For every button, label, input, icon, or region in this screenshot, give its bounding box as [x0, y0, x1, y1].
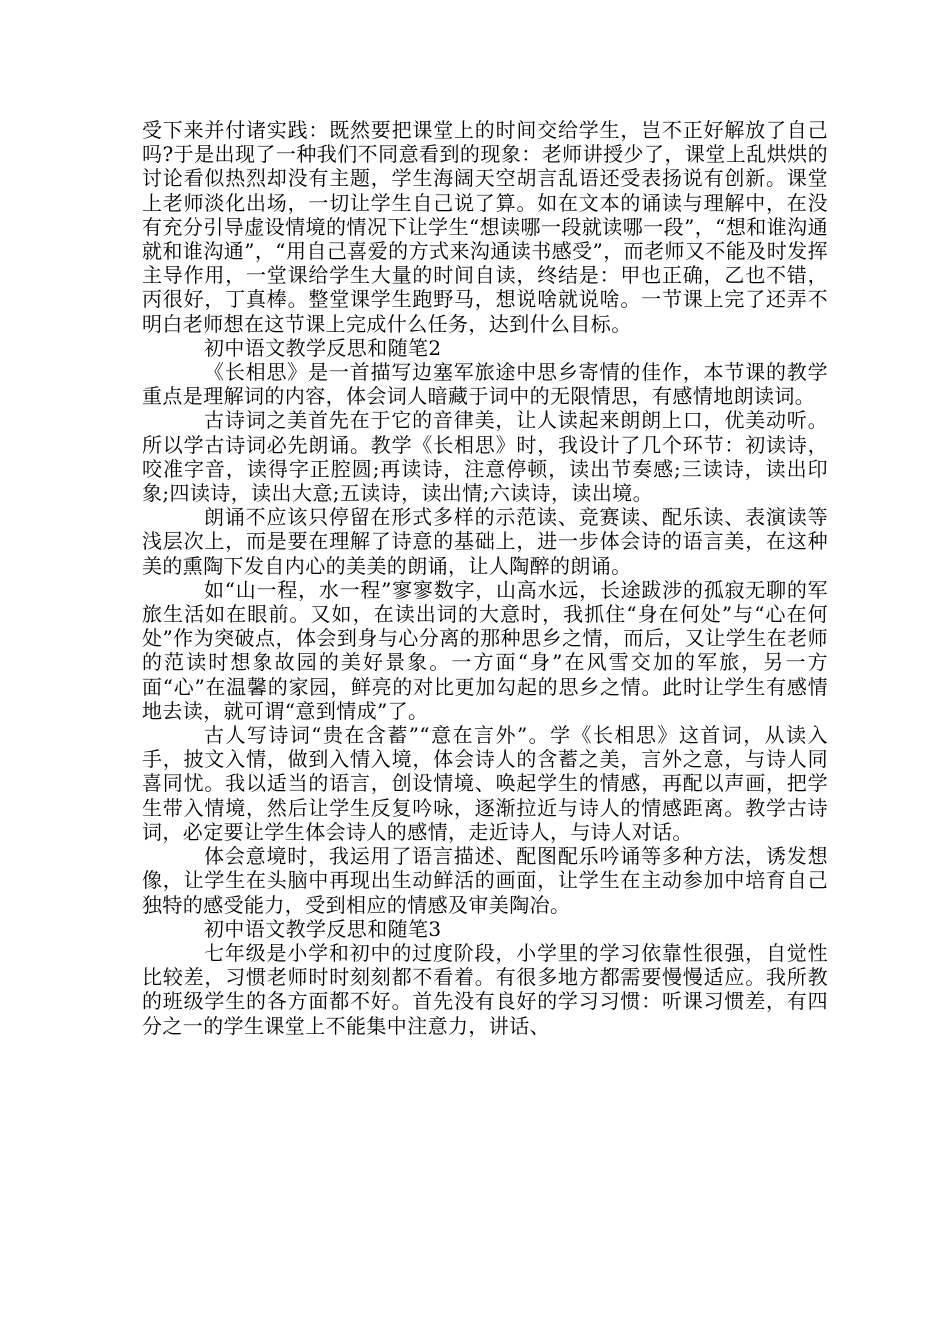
paragraph: 《长相思》是一首描写边塞军旅途中思乡寄情的佳作，本节课的教学重点是理解词的内容，体会词人暗藏于词中的无限情思，有感情地朗读词。	[142, 360, 828, 409]
document-page	[142, 118, 828, 1038]
section-heading: 初中语文教学反思和随笔3	[204, 916, 442, 941]
paragraph: 七年级是小学和初中的过度阶段，小学里的学习依靠性很强，自觉性比较差，习惯老师时时刻刻都不看着。有很多地方都需要慢慢适应。我所教的班级学生的各方面都不好。首先没有良好的学习习惯：听课习惯差，有四分之一的学生课堂上不能集中注意力，讲话、	[142, 940, 828, 1038]
paragraph: 体会意境时，我运用了语言描述、配图配乐吟诵等多种方法，诱发想像，让学生在头脑中再现出生动鲜活的画面，让学生在主动参加中培育自己独特的感受能力，受到相应的情感及审美陶冶。	[142, 844, 828, 917]
paragraph: 古人写诗词“贵在含蓄”“意在言外”。学《长相思》这首词，从读入手，披文入情，做到入情入境，体会诗人的含蓄之美，言外之意，与诗人同喜同忧。我以适当的语言，创设情境、唤起学生的情感，再配以声画，把学生带入情境，然后让学生反复吟咏，逐渐拉近与诗人的情感距离。教学古诗词，必定要让学生体会诗人的感情，走近诗人，与诗人对话。	[142, 723, 828, 844]
paragraph: 受下来并付诸实践：既然要把课堂上的时间交给学生，岂不正好解放了自己吗?于是出现了一种我们不同意看到的现象：老师讲授少了，课堂上乱烘烘的讨论看似热烈却没有主题，学生海阔天空胡言乱语还受表扬说有创新。课堂上老师淡化出场，一切让学生自己说了算。如在文本的诵读与理解中，在没有充分引导虚设情境的情况下让学生“想读哪一段就读哪一段”，“想和谁沟通就和谁沟通”，“用自己喜爱的方式来沟通读书感受”，而老师又不能及时发挥主导作用，一堂课给学生大量的时间自读，终结是：甲也正确，乙也不错，丙很好，丁真棒。整堂课学生跑野马，想说啥就说啥。一节课上完了还弄不明白老师想在这节课上完成什么任务，达到什么目标。	[142, 118, 828, 336]
section-heading: 初中语文教学反思和随笔2	[204, 335, 442, 360]
paragraph: 古诗词之美首先在于它的音律美，让人读起来朗朗上口，优美动听。所以学古诗词必先朗诵。教学《长相思》时，我设计了几个环节：初读诗，咬准字音，读得字正腔圆;再读诗，注意停顿，读出节奏感;三读诗，读出印象;四读诗，读出大意;五读诗，读出情;六读诗，读出境。	[142, 408, 828, 506]
paragraph: 如“山一程，水一程”寥寥数字，山高水远，长途跋涉的孤寂无聊的军旅生活如在眼前。又如，在读出词的大意时，我抓住“身在何处”与“心在何处”作为突破点，体会到身与心分离的那种思乡之情，而后，又让学生在老师的范读时想象故园的美好景象。一方面“身”在风雪交加的军旅，另一方面“心”在温馨的家园，鲜亮的对比更加勾起的思乡之情。此时让学生有感情地去读，就可谓“意到情成”了。	[142, 577, 828, 723]
paragraph: 朗诵不应该只停留在形式多样的示范读、竞赛读、配乐读、表演读等浅层次上，而是要在理解了诗意的基础上，进一步体会诗的语言美，在这种美的熏陶下发自内心的美美的朗诵，让人陶醉的朗诵。	[142, 505, 828, 578]
